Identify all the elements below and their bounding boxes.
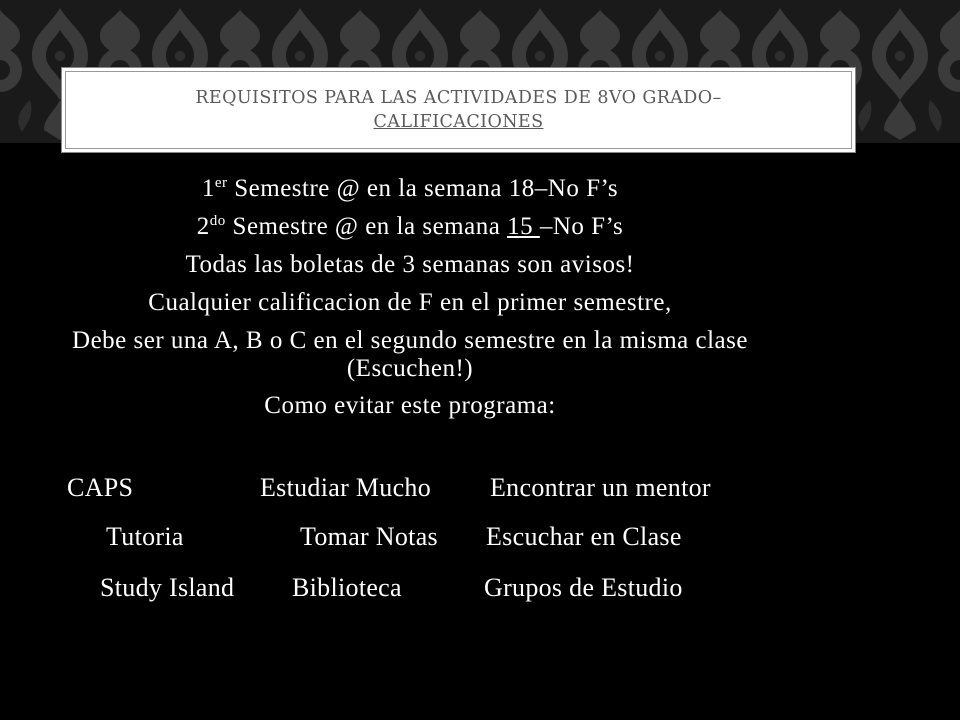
- option-study-island: Study Island: [100, 573, 235, 602]
- semester-1-number: 1: [201, 175, 215, 202]
- semester-2-suffix: –No F’s: [539, 213, 624, 240]
- semester-1-text: Semestre @ en la semana 18–No F’s: [227, 175, 619, 202]
- title-box: [61, 67, 856, 153]
- option-encontrar-mentor: Encontrar un mentor: [490, 473, 711, 502]
- option-grupos-estudio: Grupos de Estudio: [484, 573, 683, 602]
- option-biblioteca: Biblioteca: [292, 573, 402, 602]
- avoid-program-heading: Como evitar este programa:: [264, 392, 556, 419]
- option-estudiar-mucho: Estudiar Mucho: [260, 473, 432, 502]
- slide-title-line2: CALIFICACIONES: [373, 112, 544, 132]
- semester-1-rule: [30, 170, 790, 208]
- semester-1-ordinal: er: [214, 175, 228, 191]
- semester-2-text: Semestre @ en la semana: [225, 213, 508, 240]
- semester-2-ordinal: do: [209, 213, 226, 229]
- option-tomar-notas: Tomar Notas: [300, 522, 438, 551]
- semester-2-number: 2: [196, 213, 210, 240]
- option-caps: CAPS: [67, 473, 134, 502]
- report-cards-note: Todas las boletas de 3 semanas son avisos!: [185, 251, 635, 278]
- semester-2-week: 15: [507, 213, 540, 240]
- slide-body: [30, 170, 790, 425]
- semester-2-rule: [30, 208, 790, 246]
- second-semester-requirement: Debe ser una A, B o C en el segundo semestre en la misma clase (Escuchen!): [72, 327, 748, 382]
- slide-title-line1: REQUISITOS PARA LAS ACTIVIDADES DE 8VO GRADO–: [195, 88, 722, 108]
- option-tutoria: Tutoria: [106, 522, 184, 551]
- title-inner-frame: [65, 71, 852, 149]
- failing-grade-note: Cualquier calificacion de F en el primer semestre,: [148, 289, 672, 316]
- option-escuchar-clase: Escuchar en Clase: [486, 522, 682, 551]
